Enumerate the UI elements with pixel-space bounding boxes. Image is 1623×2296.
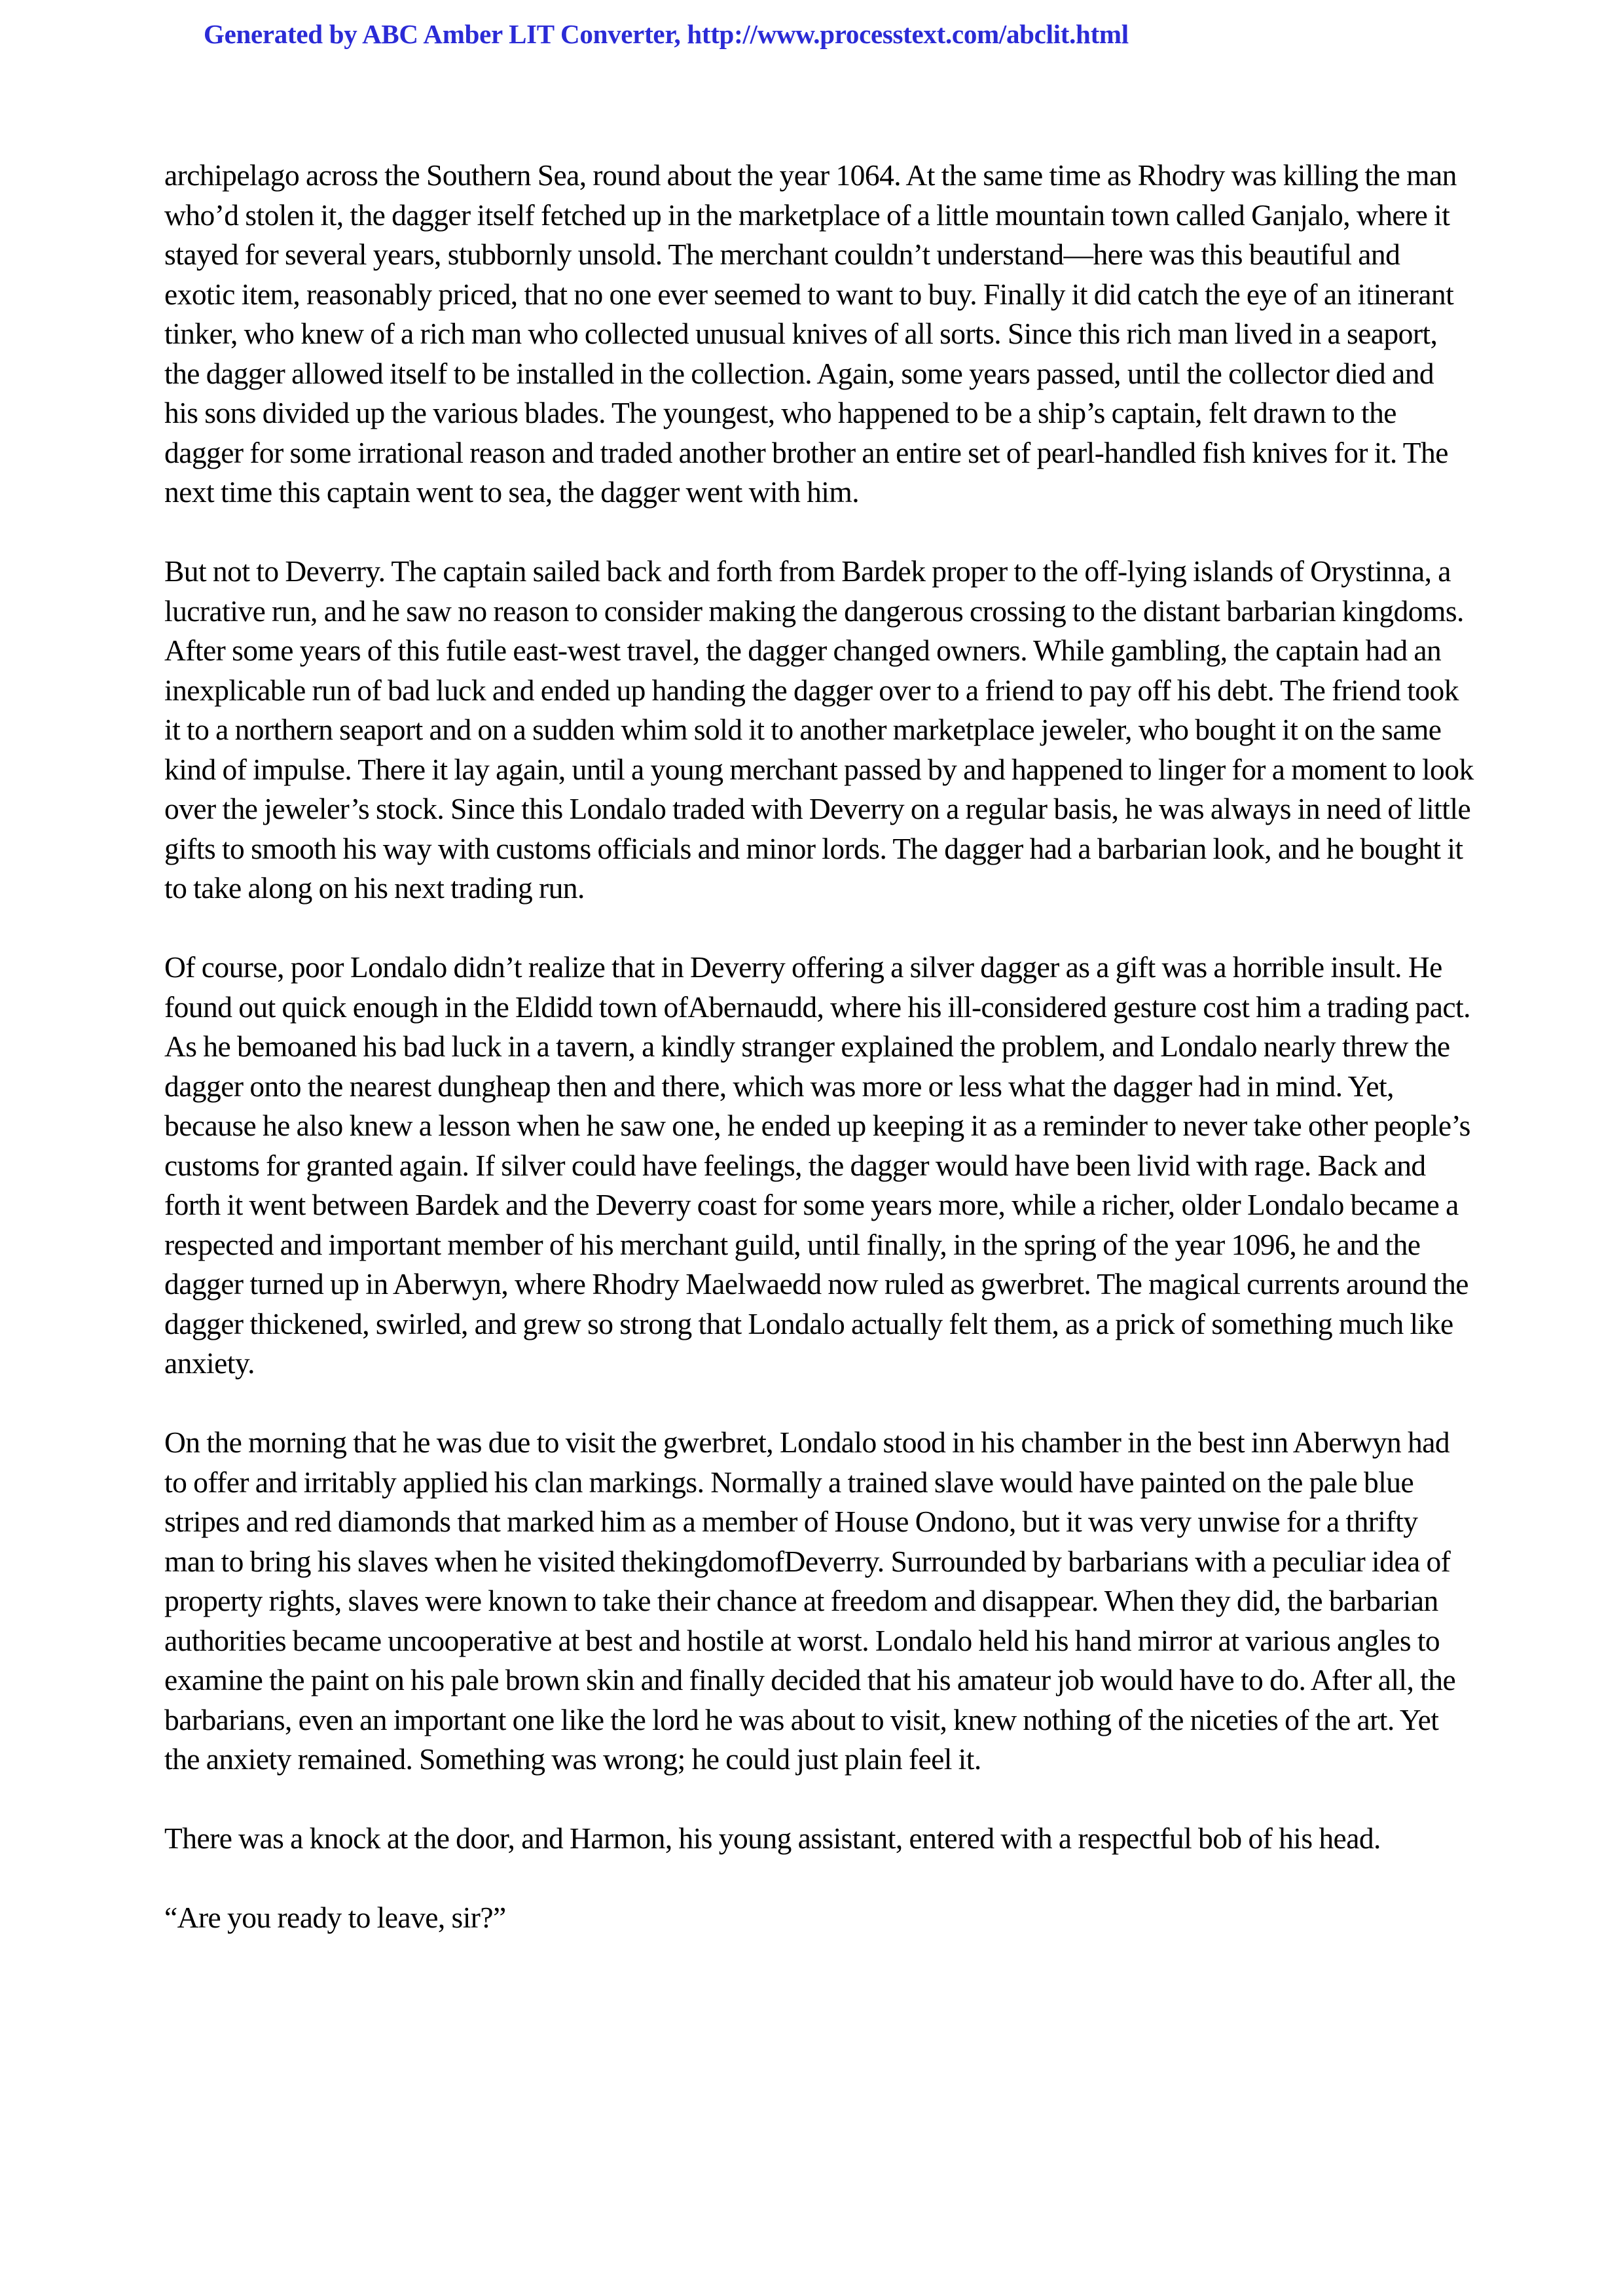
paragraph-2: But not to Deverry. The captain sailed back and forth from Bardek proper to the off-lying islands of Orystinna, a lucrative run, and he saw no reason to consider making the dangerous crossing to the distant barbarian kingdoms. After some years of this futile east-west travel, the dagger changed owners. While gambling, the captain had an inexplicable run of bad luck and ended up handing the dagger over to a friend to pay off his debt. The friend took it to a northern seaport and on a sudden whim sold it to another marketplace jeweler, who bought it on the same kind of impulse. There it lay again, until a young merchant passed by and happened to linger for a moment to look over the jeweler’s stock. Since this Londalo traded with Deverry on a regular basis, he was always in need of little gifts to smooth his way with customs officials and minor lords. The dagger had a barbarian look, and he bought it to take along on his next trading run. bbox=[164, 554, 1474, 905]
paragraph-6: “Are you ready to leave, sir?” bbox=[164, 1901, 506, 1934]
paragraph-4: On the morning that he was due to visit the gwerbret, Londalo stood in his chamber in the best inn Aberwyn had to offer and irritably applied his clan markings. Normally a trained slave would have painted on the pale blue stripes and red diamonds that marked him as a member of House Ondono, but it was very unwise for a thrifty man to bring his slaves when he visited thekingdomofDeverry. Surrounded by barbarians with a peculiar idea of property rights, slaves were known to take their chance at freedom and disappear. When they did, the barbarian authorities became uncooperative at best and hostile at worst. Londalo held his hand mirror at various angles to examine the paint on his pale brown skin and finally decided that his amateur job would have to do. After all, the barbarians, even an important one like the lord he was about to visit, knew nothing of the niceties of the art. Yet the anxiety remained. Something was wrong; he could just plain feel it. bbox=[164, 1426, 1456, 1776]
converter-header: Generated by ABC Amber LIT Converter, http://www.processtext.com/abclit.html bbox=[204, 19, 1129, 49]
paragraph-1: archipelago across the Southern Sea, round about the year 1064. At the same time as Rhodry was killing the man who’d stolen it, the dagger itself fetched up in the marketplace of a little mountain town called Ganjalo, where it stayed for several years, stubbornly unsold. The merchant couldn’t understand—here was this beautiful and exotic item, reasonably priced, that no one ever seemed to want to buy. Finally it did catch the eye of an itinerant tinker, who knew of a rich man who collected unusual knives of all sorts. Since this rich man lived in a seaport, the dagger allowed itself to be installed in the collection. Again, some years passed, until the collector died and his sons divided up the various blades. The youngest, who happened to be a ship’s captain, felt drawn to the dagger for some irrational reason and traded another brother an entire set of pearl-handled fish knives for it. The next time this captain went to sea, the dagger went with him. bbox=[164, 158, 1457, 509]
paragraph-3: Of course, poor Londalo didn’t realize that in Deverry offering a silver dagger as a gift was a horrible insult. He found out quick enough in the Eldidd town ofAbernaudd, where his ill-considered gesture cost him a trading pact. As he bemoaned his bad luck in a tavern, a kindly stranger explained the problem, and Londalo nearly threw the dagger onto the nearest dungheap then and there, which was more or less what the dagger had in mind. Yet, because he also knew a lesson when he saw one, he ended up keeping it as a reminder to never take other people’s customs for granted again. If silver could have feelings, the dagger would have been livid with rage. Back and forth it went between Bardek and the Deverry coast for some years more, while a richer, older Londalo became a respected and important member of his merchant guild, until finally, in the spring of the year 1096, he and the dagger turned up in Aberwyn, where Rhodry Maelwaedd now ruled as gwerbret. The magical currents around the dagger thickened, swirled, and grew so strong that Londalo actually felt them, as a prick of something much like anxiety. bbox=[164, 950, 1470, 1380]
paragraph-5: There was a knock at the door, and Harmon, his young assistant, entered with a respectful bob of his head. bbox=[164, 1821, 1381, 1855]
page-body bbox=[164, 156, 1474, 1938]
